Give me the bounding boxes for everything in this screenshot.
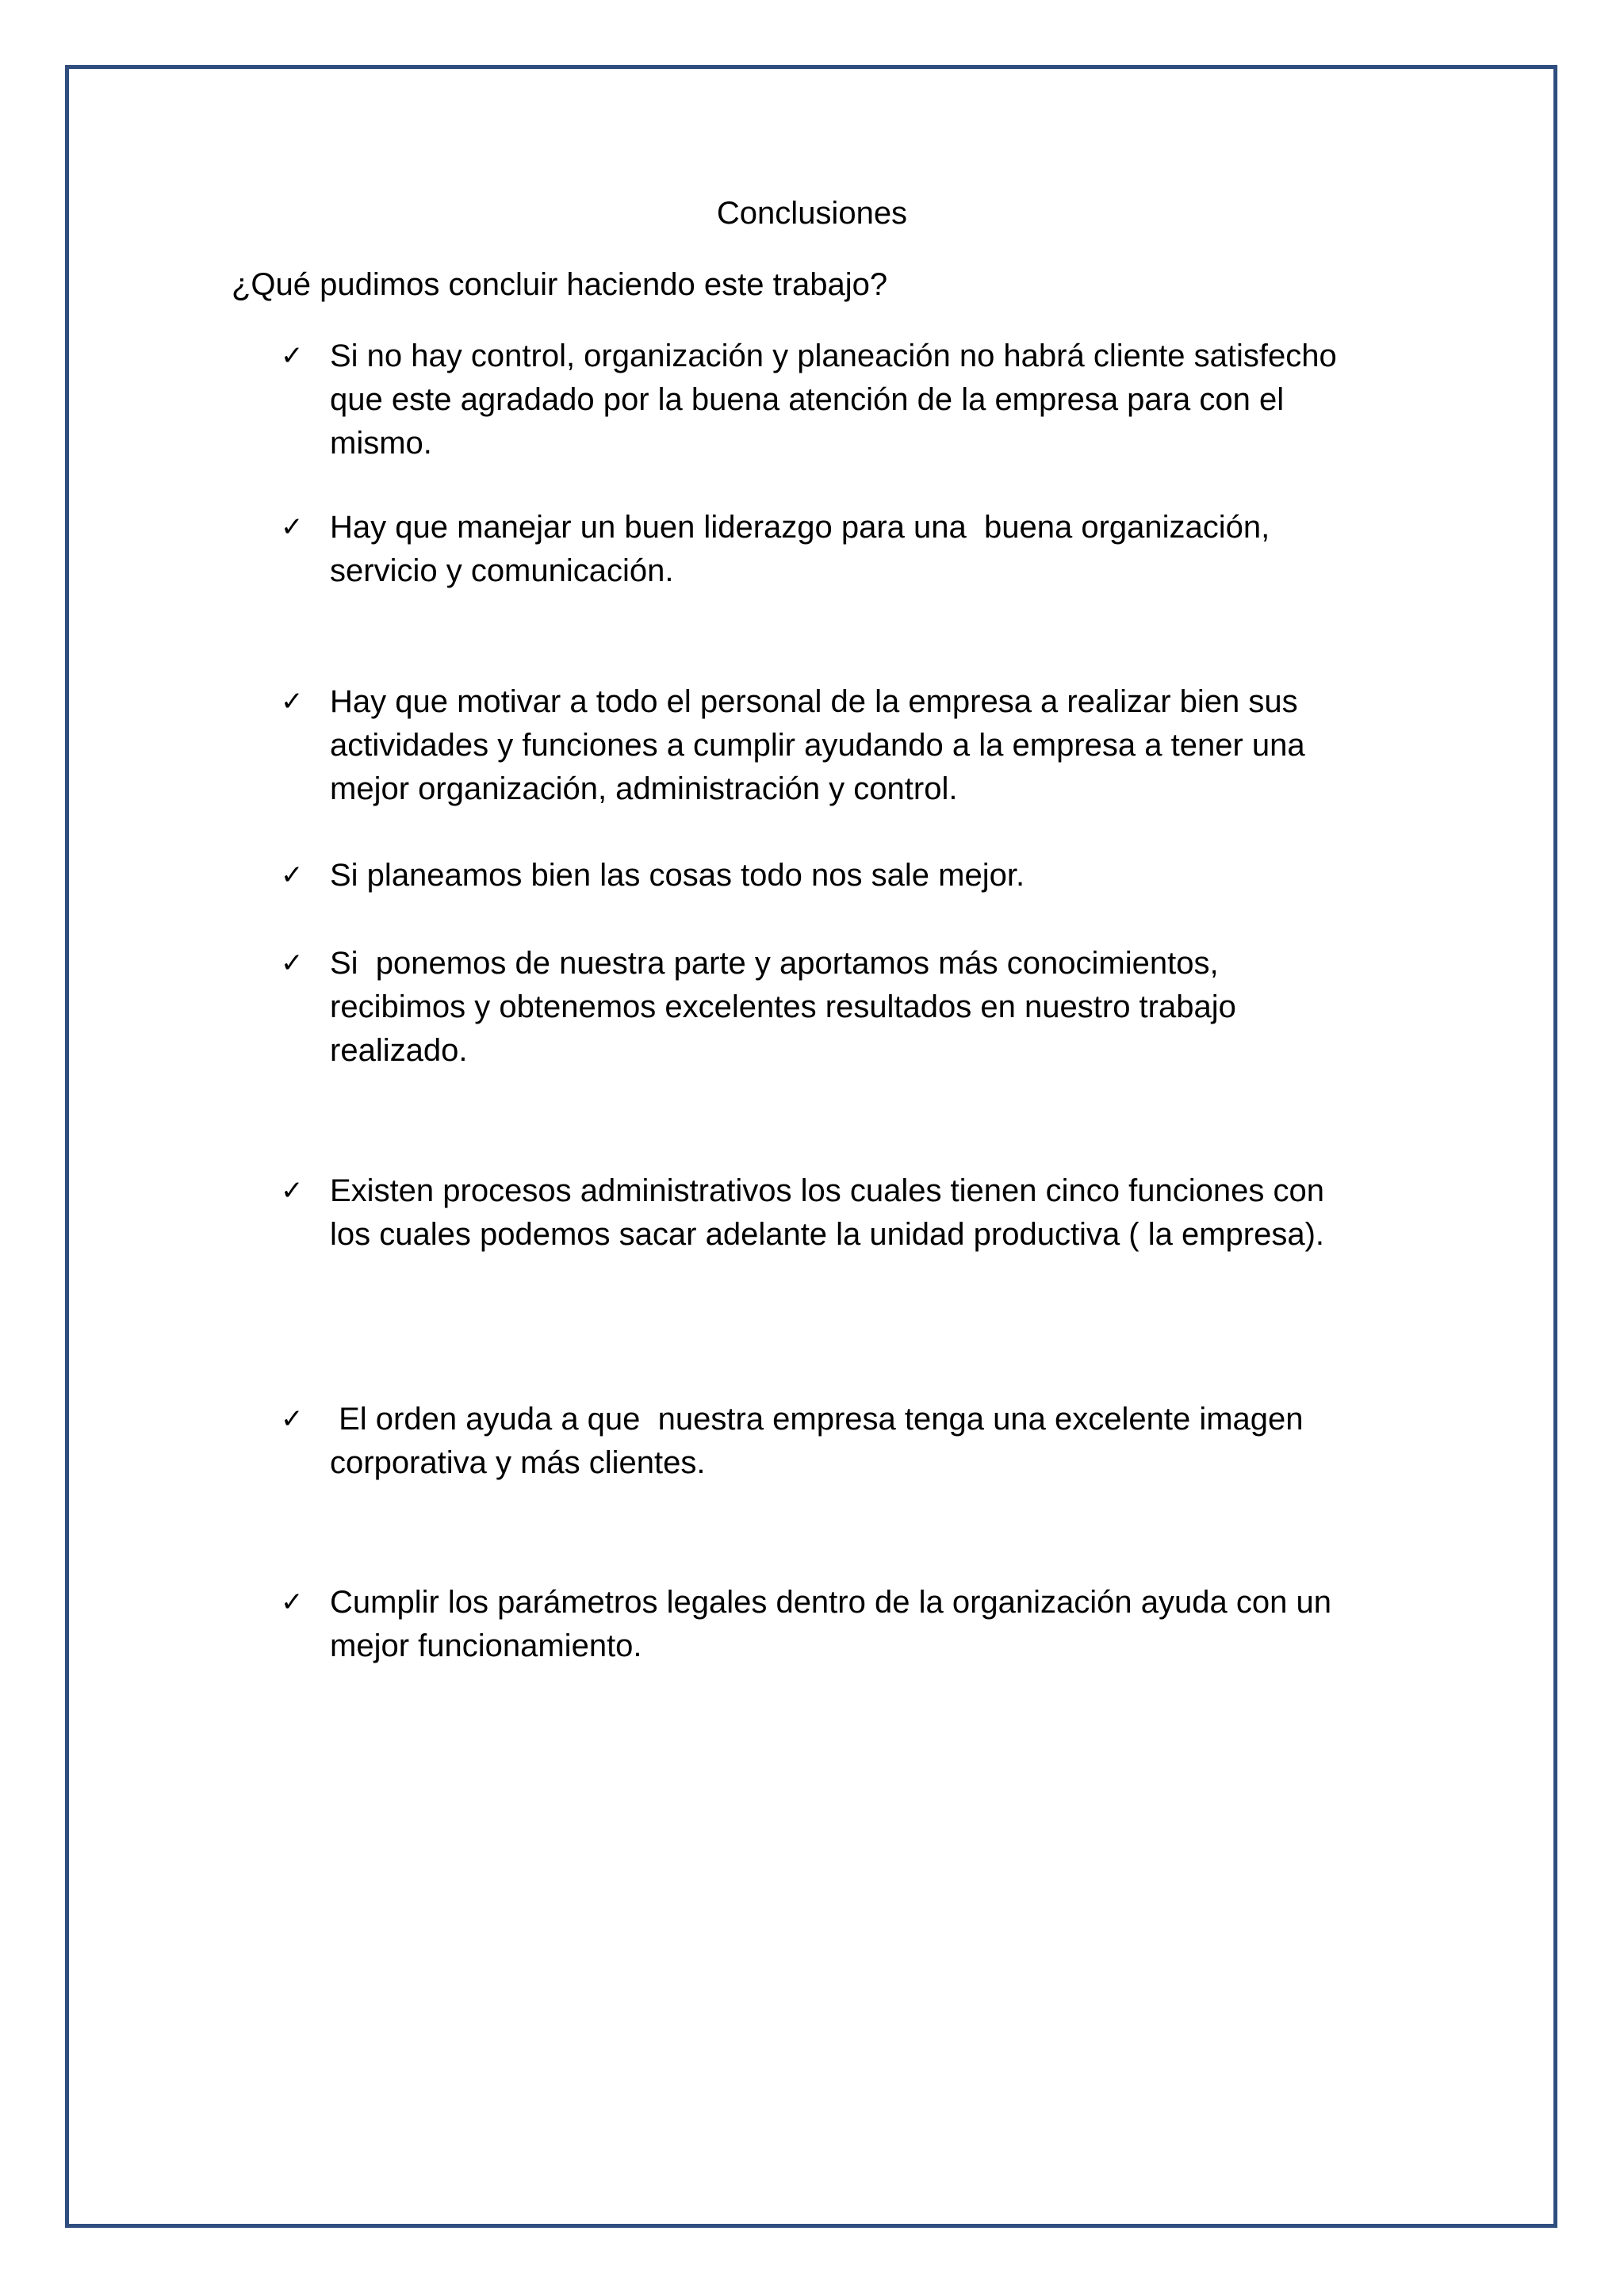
list-item — [281, 942, 1407, 1073]
list-item — [281, 1169, 1407, 1257]
list-item — [281, 1398, 1407, 1485]
checkmark-icon: ✓ — [281, 1586, 304, 1618]
list-item-text: Hay que motivar a todo el personal de la empresa a realizar bien sus actividades y funciones a cumplir ayudando a la empresa a tener una mejor organización, administración y control. — [330, 684, 1305, 806]
list-item-text: Cumplir los parámetros legales dentro de la organización ayuda con un mejor funcionamiento. — [330, 1585, 1331, 1663]
list-item — [281, 854, 1407, 897]
page-title: Conclusiones — [716, 196, 908, 231]
question-heading: ¿Qué pudimos concluir haciendo este trabajo? — [232, 267, 888, 302]
list-item — [281, 1581, 1407, 1668]
checkmark-icon: ✓ — [281, 511, 304, 543]
checkmark-icon: ✓ — [281, 859, 304, 891]
list-item — [281, 335, 1407, 465]
checkmark-icon: ✓ — [281, 1403, 304, 1435]
checkmark-icon: ✓ — [281, 947, 304, 979]
list-item-text: El orden ayuda a que nuestra empresa tenga una excelente imagen corporativa y más clientes. — [330, 1402, 1304, 1480]
list-item-text: Existen procesos administrativos los cuales tienen cinco funciones con los cuales podemos sacar adelante la unidad productiva ( la empresa). — [330, 1173, 1325, 1252]
list-item — [281, 506, 1407, 593]
list-item-text: Si no hay control, organización y planeación no habrá cliente satisfecho que este agradado por la buena atención de la empresa para con el mismo. — [330, 339, 1337, 461]
list-item-text: Hay que manejar un buen liderazgo para una buena organización, servicio y comunicación. — [330, 510, 1270, 588]
checkmark-icon: ✓ — [281, 1175, 304, 1207]
list-item-text: Si planeamos bien las cosas todo nos sale mejor. — [330, 858, 1025, 893]
list-item-text: Si ponemos de nuestra parte y aportamos más conocimientos, recibimos y obtenemos excelentes resultados en nuestro trabajo realizado. — [330, 946, 1236, 1068]
checkmark-icon: ✓ — [281, 686, 304, 718]
list-item — [281, 680, 1407, 811]
checkmark-icon: ✓ — [281, 340, 304, 372]
